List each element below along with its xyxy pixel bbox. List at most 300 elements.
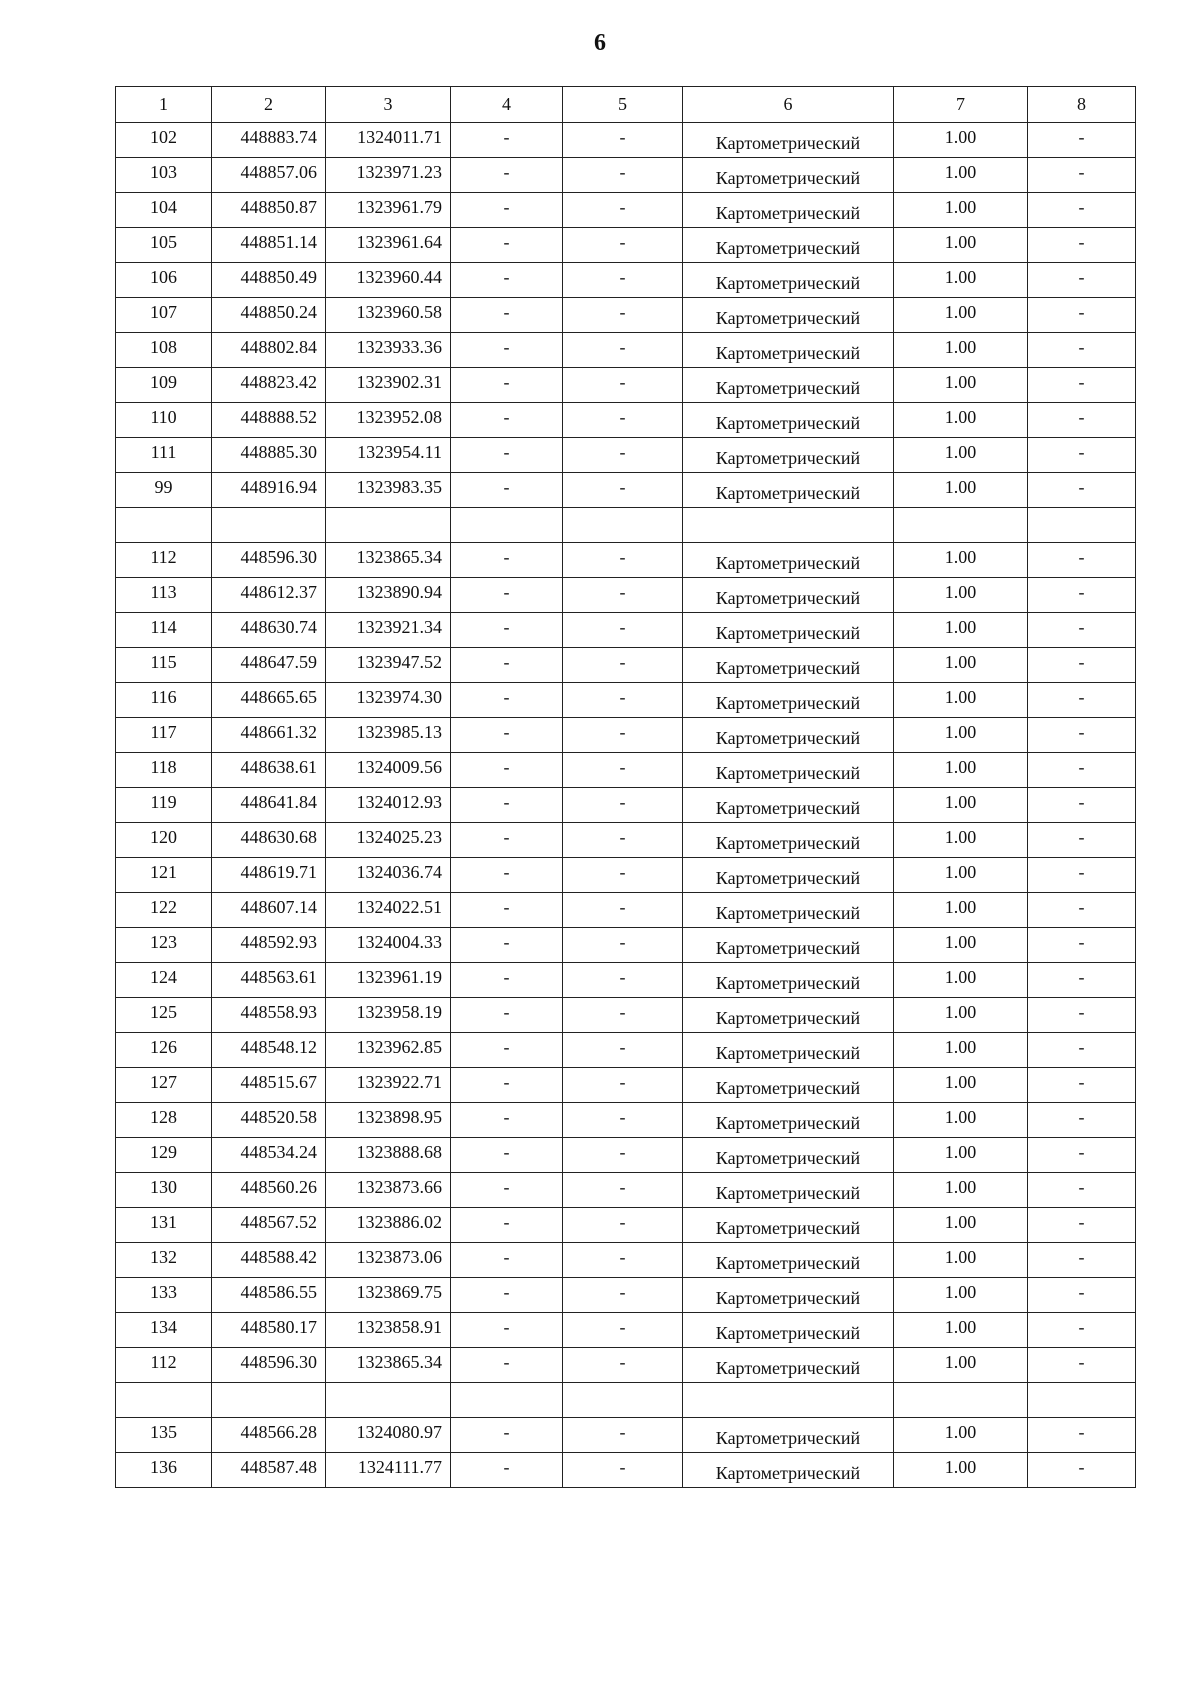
coord-x-cell: 448588.42 (212, 1243, 326, 1278)
col-4-cell: - (451, 1068, 563, 1103)
table-row (116, 963, 1136, 998)
col-5-cell: - (563, 193, 683, 228)
precision-cell: 1.00 (894, 263, 1028, 298)
coord-y-cell: 1323958.19 (326, 998, 451, 1033)
column-header-1: 1 (116, 87, 212, 123)
coord-y-cell: 1324011.71 (326, 123, 451, 158)
precision-cell: 1.00 (894, 1278, 1028, 1313)
precision-cell: 1.00 (894, 823, 1028, 858)
method-cell: Картометрический (683, 1103, 894, 1138)
point-number-cell: 135 (116, 1418, 212, 1453)
table-row (116, 1278, 1136, 1313)
precision-cell: 1.00 (894, 298, 1028, 333)
coord-y-cell: 1323921.34 (326, 613, 451, 648)
method-cell: Картометрический (683, 613, 894, 648)
col-5-cell: - (563, 718, 683, 753)
coord-y-cell: 1323873.06 (326, 1243, 451, 1278)
col-4-cell: - (451, 1348, 563, 1383)
point-number-cell: 131 (116, 1208, 212, 1243)
col-5-cell: - (563, 1348, 683, 1383)
coord-y-cell: 1323869.75 (326, 1278, 451, 1313)
col-8-cell: - (1028, 333, 1136, 368)
col-4-cell: - (451, 788, 563, 823)
col-4-cell: - (451, 1173, 563, 1208)
method-cell: Картометрический (683, 788, 894, 823)
table-row (116, 403, 1136, 438)
col-4-cell: - (451, 1313, 563, 1348)
coordinates-table (115, 86, 1136, 1488)
method-cell: Картометрический (683, 1243, 894, 1278)
precision-cell: 1.00 (894, 123, 1028, 158)
precision-cell: 1.00 (894, 228, 1028, 263)
point-number-cell: 104 (116, 193, 212, 228)
col-8-cell: - (1028, 788, 1136, 823)
col-8-cell: - (1028, 1173, 1136, 1208)
coord-x-cell: 448885.30 (212, 438, 326, 473)
table-row (116, 1348, 1136, 1383)
col-8-cell: - (1028, 753, 1136, 788)
precision-cell: 1.00 (894, 1453, 1028, 1488)
precision-cell: 1.00 (894, 1243, 1028, 1278)
coord-y-cell: 1323961.19 (326, 963, 451, 998)
precision-cell: 1.00 (894, 1313, 1028, 1348)
point-number-cell: 129 (116, 1138, 212, 1173)
table-row (116, 1068, 1136, 1103)
col-4-cell: - (451, 438, 563, 473)
table-row (116, 893, 1136, 928)
col-4-cell: - (451, 753, 563, 788)
table-row (116, 543, 1136, 578)
column-header-2: 2 (212, 87, 326, 123)
precision-cell: 1.00 (894, 1208, 1028, 1243)
table-row (116, 718, 1136, 753)
col-8-cell: - (1028, 1418, 1136, 1453)
col-4-cell: - (451, 263, 563, 298)
coord-x-cell: 448850.49 (212, 263, 326, 298)
column-header-8: 8 (1028, 87, 1136, 123)
table-row (116, 123, 1136, 158)
precision-cell: 1.00 (894, 438, 1028, 473)
col-4-cell: - (451, 368, 563, 403)
col-4-cell: - (451, 858, 563, 893)
coord-x-cell: 448563.61 (212, 963, 326, 998)
point-number-cell: 123 (116, 928, 212, 963)
col-8-cell: - (1028, 123, 1136, 158)
col-8-cell: - (1028, 963, 1136, 998)
col-5-cell: - (563, 1453, 683, 1488)
col-8-cell: - (1028, 1138, 1136, 1173)
point-number-cell: 108 (116, 333, 212, 368)
col-5-cell: - (563, 1103, 683, 1138)
method-cell: Картометрический (683, 543, 894, 578)
coord-x-cell: 448586.55 (212, 1278, 326, 1313)
method-cell: Картометрический (683, 333, 894, 368)
precision-cell: 1.00 (894, 788, 1028, 823)
col-4-cell: - (451, 683, 563, 718)
precision-cell: 1.00 (894, 158, 1028, 193)
coord-x-cell: 448802.84 (212, 333, 326, 368)
col-5-cell: - (563, 578, 683, 613)
point-number-cell: 121 (116, 858, 212, 893)
coord-y-cell: 1323873.66 (326, 1173, 451, 1208)
col-5-cell: - (563, 1138, 683, 1173)
col-5-cell: - (563, 858, 683, 893)
col-5-cell: - (563, 403, 683, 438)
col-4-cell: - (451, 963, 563, 998)
coord-x-cell: 448619.71 (212, 858, 326, 893)
coord-y-cell: 1323858.91 (326, 1313, 451, 1348)
point-number-cell: 110 (116, 403, 212, 438)
method-cell: Картометрический (683, 823, 894, 858)
coord-x-cell (212, 508, 326, 543)
table-row (116, 1138, 1136, 1173)
coord-x-cell: 448888.52 (212, 403, 326, 438)
coord-y-cell: 1324009.56 (326, 753, 451, 788)
col-8-cell: - (1028, 858, 1136, 893)
precision-cell: 1.00 (894, 613, 1028, 648)
coord-y-cell: 1323985.13 (326, 718, 451, 753)
coord-y-cell: 1323974.30 (326, 683, 451, 718)
col-8-cell: - (1028, 578, 1136, 613)
coord-y-cell: 1323865.34 (326, 1348, 451, 1383)
col-4-cell: - (451, 228, 563, 263)
col-5-cell: - (563, 298, 683, 333)
table-row (116, 998, 1136, 1033)
point-number-cell: 99 (116, 473, 212, 508)
point-number-cell: 120 (116, 823, 212, 858)
table-row (116, 683, 1136, 718)
precision-cell: 1.00 (894, 333, 1028, 368)
method-cell: Картометрический (683, 858, 894, 893)
point-number-cell: 109 (116, 368, 212, 403)
table-row (116, 473, 1136, 508)
header-row (116, 87, 1136, 123)
page-number: 6 (594, 30, 606, 56)
coord-x-cell: 448630.68 (212, 823, 326, 858)
col-5-cell: - (563, 1278, 683, 1313)
col-4-cell: - (451, 403, 563, 438)
point-number-cell: 111 (116, 438, 212, 473)
method-cell: Картометрический (683, 1068, 894, 1103)
coord-x-cell: 448596.30 (212, 543, 326, 578)
point-number-cell: 112 (116, 543, 212, 578)
point-number-cell: 118 (116, 753, 212, 788)
method-cell: Картометрический (683, 1033, 894, 1068)
point-number-cell: 117 (116, 718, 212, 753)
coord-y-cell: 1323954.11 (326, 438, 451, 473)
col-8-cell: - (1028, 368, 1136, 403)
col-8-cell (1028, 1383, 1136, 1418)
method-cell: Картометрический (683, 403, 894, 438)
point-number-cell: 116 (116, 683, 212, 718)
coord-y-cell: 1323898.95 (326, 1103, 451, 1138)
col-8-cell (1028, 508, 1136, 543)
coord-x-cell: 448587.48 (212, 1453, 326, 1488)
point-number-cell: 107 (116, 298, 212, 333)
precision-cell (894, 1383, 1028, 1418)
col-5-cell: - (563, 648, 683, 683)
col-8-cell: - (1028, 1348, 1136, 1383)
coord-y-cell: 1324004.33 (326, 928, 451, 963)
column-header-3: 3 (326, 87, 451, 123)
col-5-cell: - (563, 368, 683, 403)
precision-cell: 1.00 (894, 578, 1028, 613)
col-5-cell: - (563, 928, 683, 963)
col-8-cell: - (1028, 893, 1136, 928)
col-5-cell: - (563, 1033, 683, 1068)
col-5-cell: - (563, 1243, 683, 1278)
method-cell: Картометрический (683, 298, 894, 333)
table-row (116, 438, 1136, 473)
point-number-cell: 133 (116, 1278, 212, 1313)
col-8-cell: - (1028, 823, 1136, 858)
col-5-cell: - (563, 263, 683, 298)
col-8-cell: - (1028, 1313, 1136, 1348)
col-5-cell: - (563, 893, 683, 928)
col-8-cell: - (1028, 403, 1136, 438)
method-cell: Картометрический (683, 1418, 894, 1453)
col-4-cell: - (451, 998, 563, 1033)
method-cell: Картометрический (683, 368, 894, 403)
coord-y-cell: 1323888.68 (326, 1138, 451, 1173)
point-number-cell: 105 (116, 228, 212, 263)
method-cell: Картометрический (683, 228, 894, 263)
col-5-cell (563, 508, 683, 543)
table-row (116, 1103, 1136, 1138)
col-8-cell: - (1028, 228, 1136, 263)
precision-cell: 1.00 (894, 543, 1028, 578)
col-5-cell: - (563, 1173, 683, 1208)
coord-y-cell (326, 508, 451, 543)
col-5-cell: - (563, 1418, 683, 1453)
col-8-cell: - (1028, 998, 1136, 1033)
method-cell (683, 508, 894, 543)
col-4-cell: - (451, 613, 563, 648)
col-5-cell: - (563, 1068, 683, 1103)
col-4-cell: - (451, 333, 563, 368)
col-4-cell: - (451, 298, 563, 333)
point-number-cell: 102 (116, 123, 212, 158)
method-cell: Картометрический (683, 683, 894, 718)
col-8-cell: - (1028, 648, 1136, 683)
col-4-cell (451, 1383, 563, 1418)
table-row (116, 823, 1136, 858)
coord-y-cell: 1324012.93 (326, 788, 451, 823)
col-4-cell: - (451, 1138, 563, 1173)
method-cell: Картометрический (683, 718, 894, 753)
point-number-cell: 103 (116, 158, 212, 193)
col-8-cell: - (1028, 1278, 1136, 1313)
col-5-cell: - (563, 788, 683, 823)
point-number-cell: 132 (116, 1243, 212, 1278)
col-8-cell: - (1028, 613, 1136, 648)
table-row (116, 368, 1136, 403)
point-number-cell: 106 (116, 263, 212, 298)
precision-cell: 1.00 (894, 1103, 1028, 1138)
coord-x-cell: 448558.93 (212, 998, 326, 1033)
precision-cell: 1.00 (894, 1418, 1028, 1453)
precision-cell (894, 508, 1028, 543)
coord-y-cell: 1323962.85 (326, 1033, 451, 1068)
method-cell: Картометрический (683, 438, 894, 473)
col-4-cell: - (451, 123, 563, 158)
table-row (116, 298, 1136, 333)
col-8-cell: - (1028, 1033, 1136, 1068)
table-header (116, 87, 1136, 123)
point-number-cell (116, 508, 212, 543)
coord-x-cell: 448851.14 (212, 228, 326, 263)
separator-row (116, 508, 1136, 543)
table-row (116, 1313, 1136, 1348)
coord-y-cell: 1323922.71 (326, 1068, 451, 1103)
col-5-cell: - (563, 998, 683, 1033)
coord-y-cell: 1323961.64 (326, 228, 451, 263)
col-5-cell: - (563, 753, 683, 788)
precision-cell: 1.00 (894, 963, 1028, 998)
method-cell: Картометрический (683, 578, 894, 613)
precision-cell: 1.00 (894, 753, 1028, 788)
coord-x-cell: 448850.87 (212, 193, 326, 228)
table-body (116, 123, 1136, 1488)
table-row (116, 1033, 1136, 1068)
method-cell: Картометрический (683, 123, 894, 158)
coord-x-cell: 448580.17 (212, 1313, 326, 1348)
method-cell: Картометрический (683, 1278, 894, 1313)
precision-cell: 1.00 (894, 368, 1028, 403)
table-row (116, 263, 1136, 298)
method-cell: Картометрический (683, 1138, 894, 1173)
point-number-cell: 134 (116, 1313, 212, 1348)
table-row (116, 753, 1136, 788)
coord-x-cell: 448596.30 (212, 1348, 326, 1383)
method-cell: Картометрический (683, 998, 894, 1033)
table-row (116, 193, 1136, 228)
col-4-cell: - (451, 578, 563, 613)
table-row (116, 1173, 1136, 1208)
coord-x-cell: 448823.42 (212, 368, 326, 403)
coord-y-cell: 1323960.58 (326, 298, 451, 333)
col-5-cell: - (563, 1208, 683, 1243)
method-cell: Картометрический (683, 1173, 894, 1208)
coord-x-cell: 448515.67 (212, 1068, 326, 1103)
col-8-cell: - (1028, 193, 1136, 228)
method-cell: Картометрический (683, 158, 894, 193)
coord-x-cell: 448566.28 (212, 1418, 326, 1453)
col-5-cell: - (563, 438, 683, 473)
coord-y-cell: 1323960.44 (326, 263, 451, 298)
table-row (116, 1418, 1136, 1453)
col-5-cell: - (563, 613, 683, 648)
table-row (116, 158, 1136, 193)
col-4-cell: - (451, 928, 563, 963)
table-row (116, 648, 1136, 683)
method-cell: Картометрический (683, 1313, 894, 1348)
coord-y-cell: 1323983.35 (326, 473, 451, 508)
col-4-cell: - (451, 893, 563, 928)
col-4-cell: - (451, 1453, 563, 1488)
table-row (116, 928, 1136, 963)
coord-y-cell: 1324022.51 (326, 893, 451, 928)
coord-y-cell: 1323971.23 (326, 158, 451, 193)
col-8-cell: - (1028, 928, 1136, 963)
coord-y-cell: 1323947.52 (326, 648, 451, 683)
coord-y-cell: 1323952.08 (326, 403, 451, 438)
coord-x-cell: 448916.94 (212, 473, 326, 508)
method-cell: Картометрический (683, 263, 894, 298)
col-4-cell: - (451, 158, 563, 193)
point-number-cell: 113 (116, 578, 212, 613)
point-number-cell: 136 (116, 1453, 212, 1488)
col-5-cell: - (563, 963, 683, 998)
col-5-cell: - (563, 543, 683, 578)
col-5-cell: - (563, 473, 683, 508)
precision-cell: 1.00 (894, 1173, 1028, 1208)
coord-x-cell: 448638.61 (212, 753, 326, 788)
coord-x-cell (212, 1383, 326, 1418)
coord-x-cell: 448647.59 (212, 648, 326, 683)
method-cell: Картометрический (683, 473, 894, 508)
point-number-cell: 119 (116, 788, 212, 823)
coord-x-cell: 448661.32 (212, 718, 326, 753)
coord-y-cell: 1324036.74 (326, 858, 451, 893)
coord-y-cell: 1323961.79 (326, 193, 451, 228)
coord-y-cell: 1323902.31 (326, 368, 451, 403)
coord-x-cell: 448560.26 (212, 1173, 326, 1208)
column-header-6: 6 (683, 87, 894, 123)
method-cell: Картометрический (683, 1208, 894, 1243)
precision-cell: 1.00 (894, 473, 1028, 508)
separator-row (116, 1383, 1136, 1418)
coord-y-cell: 1323890.94 (326, 578, 451, 613)
coord-x-cell: 448665.65 (212, 683, 326, 718)
coord-y-cell: 1323886.02 (326, 1208, 451, 1243)
col-5-cell: - (563, 1313, 683, 1348)
col-8-cell: - (1028, 1453, 1136, 1488)
precision-cell: 1.00 (894, 858, 1028, 893)
col-4-cell: - (451, 193, 563, 228)
coord-x-cell: 448548.12 (212, 1033, 326, 1068)
col-4-cell: - (451, 1208, 563, 1243)
col-4-cell: - (451, 543, 563, 578)
coord-y-cell (326, 1383, 451, 1418)
point-number-cell: 130 (116, 1173, 212, 1208)
point-number-cell: 114 (116, 613, 212, 648)
col-4-cell: - (451, 823, 563, 858)
method-cell: Картометрический (683, 1453, 894, 1488)
method-cell: Картометрический (683, 753, 894, 788)
col-4-cell: - (451, 1033, 563, 1068)
point-number-cell: 112 (116, 1348, 212, 1383)
col-8-cell: - (1028, 1103, 1136, 1138)
precision-cell: 1.00 (894, 1348, 1028, 1383)
column-header-4: 4 (451, 87, 563, 123)
col-8-cell: - (1028, 543, 1136, 578)
point-number-cell: 125 (116, 998, 212, 1033)
col-4-cell: - (451, 648, 563, 683)
col-5-cell: - (563, 228, 683, 263)
table-row (116, 1208, 1136, 1243)
coord-y-cell: 1324111.77 (326, 1453, 451, 1488)
col-8-cell: - (1028, 298, 1136, 333)
coord-x-cell: 448883.74 (212, 123, 326, 158)
col-4-cell: - (451, 1103, 563, 1138)
point-number-cell: 115 (116, 648, 212, 683)
col-8-cell: - (1028, 1243, 1136, 1278)
coord-x-cell: 448520.58 (212, 1103, 326, 1138)
col-4-cell: - (451, 473, 563, 508)
col-5-cell (563, 1383, 683, 1418)
col-8-cell: - (1028, 438, 1136, 473)
